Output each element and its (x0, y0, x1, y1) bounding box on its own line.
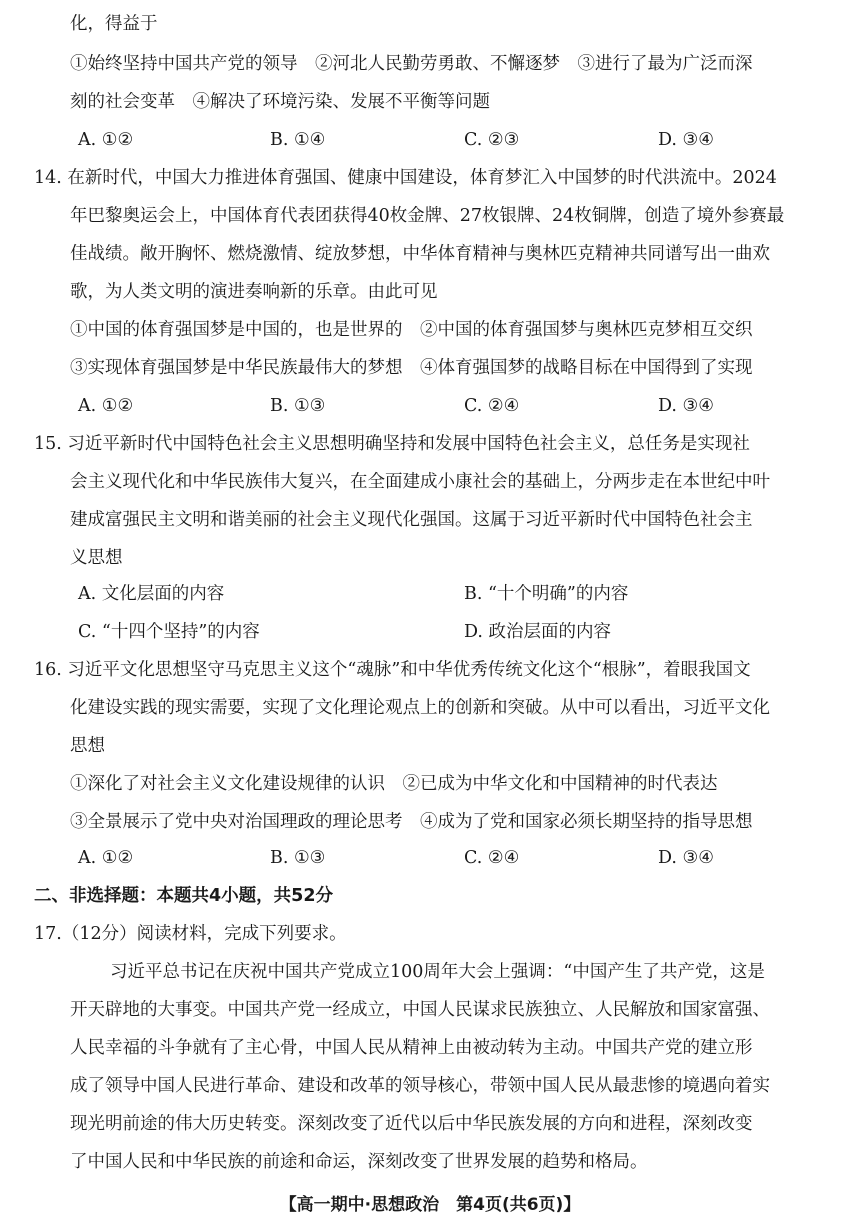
q13-option-b[interactable]: B. ①④ (270, 130, 326, 150)
q14-stem-line1: 14. 在新时代，中国大力推进体育强国、健康中国建设，体育梦汇入中国梦的时代洪流中。2024 (34, 168, 777, 188)
q16-option-c[interactable]: C. ②④ (464, 848, 520, 868)
q16-option-d[interactable]: D. ③④ (658, 848, 714, 868)
q15-stem-line3: 建成富强民主文明和谐美丽的社会主义现代化强国。这属于习近平新时代中国特色社会主 (70, 510, 753, 530)
q13-statements-line1: ①始终坚持中国共产党的领导 ②河北人民勤劳勇敢、不懈逐梦 ③进行了最为广泛而深 (70, 54, 753, 74)
q16-option-a[interactable]: A. ①② (78, 848, 134, 868)
q17-material-line2: 开天辟地的大事变。中国共产党一经成立，中国人民谋求民族独立、人民解放和国家富强、 (70, 1000, 770, 1020)
q16-statements-line1: ①深化了对社会主义文化建设规律的认识 ②已成为中华文化和中国精神的时代表达 (70, 774, 718, 794)
q14-stem-line3: 佳战绩。敞开胸怀、燃烧激情、绽放梦想，中华体育精神与奥林匹克精神共同谱写出一曲欢 (70, 244, 770, 264)
q15-stem-line4: 义思想 (70, 548, 123, 568)
section-heading-nonchoice: 二、非选择题：本题共4小题，共52分 (34, 886, 334, 906)
q17-intro: 17.（12分）阅读材料，完成下列要求。 (34, 924, 347, 944)
q16-stem-line3: 思想 (70, 736, 105, 756)
q14-statements-line1: ①中国的体育强国梦是中国的，也是世界的 ②中国的体育强国梦与奥林匹克梦相互交织 (70, 320, 753, 340)
q14-option-a[interactable]: A. ①② (78, 396, 134, 416)
q15-option-d[interactable]: D. 政治层面的内容 (464, 622, 612, 642)
q17-material-line5: 现光明前途的伟大历史转变。深刻改变了近代以后中华民族发展的方向和进程，深刻改变 (70, 1114, 753, 1134)
q17-material-line3: 人民幸福的斗争就有了主心骨，中国人民从精神上由被动转为主动。中国共产党的建立形 (70, 1038, 753, 1058)
q16-stem-line2: 化建设实践的现实需要，实现了文化理论观点上的创新和突破。从中可以看出，习近平文化 (70, 698, 770, 718)
q15-option-a[interactable]: A. 文化层面的内容 (78, 584, 225, 604)
q17-material-line4: 成了领导中国人民进行革命、建设和改革的领导核心，带领中国人民从最悲惨的境遇向着实 (70, 1076, 770, 1096)
q17-material-line6: 了中国人民和中华民族的前途和命运，深刻改变了世界发展的趋势和格局。 (70, 1152, 648, 1172)
q13-stem-tail: 化，得益于 (70, 14, 158, 34)
q14-option-c[interactable]: C. ②④ (464, 396, 520, 416)
q14-statements-line2: ③实现体育强国梦是中华民族最伟大的梦想 ④体育强国梦的战略目标在中国得到了实现 (70, 358, 753, 378)
q13-statements-line2: 刻的社会变革 ④解决了环境污染、发展不平衡等问题 (70, 92, 490, 112)
q15-stem-line1: 15. 习近平新时代中国特色社会主义思想明确坚持和发展中国特色社会主义，总任务是实现社 (34, 434, 750, 454)
q14-stem-line2: 年巴黎奥运会上，中国体育代表团获得40枚金牌、27枚银牌、24枚铜牌，创造了境外参赛最 (70, 206, 785, 226)
q16-option-b[interactable]: B. ①③ (270, 848, 326, 868)
page-footer: 【高一期中·思想政治 第4页(共6页)】 (279, 1195, 581, 1215)
q16-stem-line1: 16. 习近平文化思想坚守马克思主义这个“魂脉”和中华优秀传统文化这个“根脉”，着眼我国文 (34, 660, 751, 680)
q15-option-b[interactable]: B. “十个明确”的内容 (464, 584, 629, 604)
q13-option-c[interactable]: C. ②③ (464, 130, 520, 150)
q13-option-a[interactable]: A. ①② (78, 130, 134, 150)
q15-stem-line2: 会主义现代化和中华民族伟大复兴，在全面建成小康社会的基础上，分两步走在本世纪中叶 (70, 472, 770, 492)
q15-option-c[interactable]: C. “十四个坚持”的内容 (78, 622, 260, 642)
q17-material-line1: 习近平总书记在庆祝中国共产党成立100周年大会上强调：“中国产生了共产党，这是 (110, 962, 765, 982)
q13-option-d[interactable]: D. ③④ (658, 130, 714, 150)
q14-stem-line4: 歌，为人类文明的演进奏响新的乐章。由此可见 (70, 282, 438, 302)
q14-option-d[interactable]: D. ③④ (658, 396, 714, 416)
q16-statements-line2: ③全景展示了党中央对治国理政的理论思考 ④成为了党和国家必须长期坚持的指导思想 (70, 812, 753, 832)
q14-option-b[interactable]: B. ①③ (270, 396, 326, 416)
